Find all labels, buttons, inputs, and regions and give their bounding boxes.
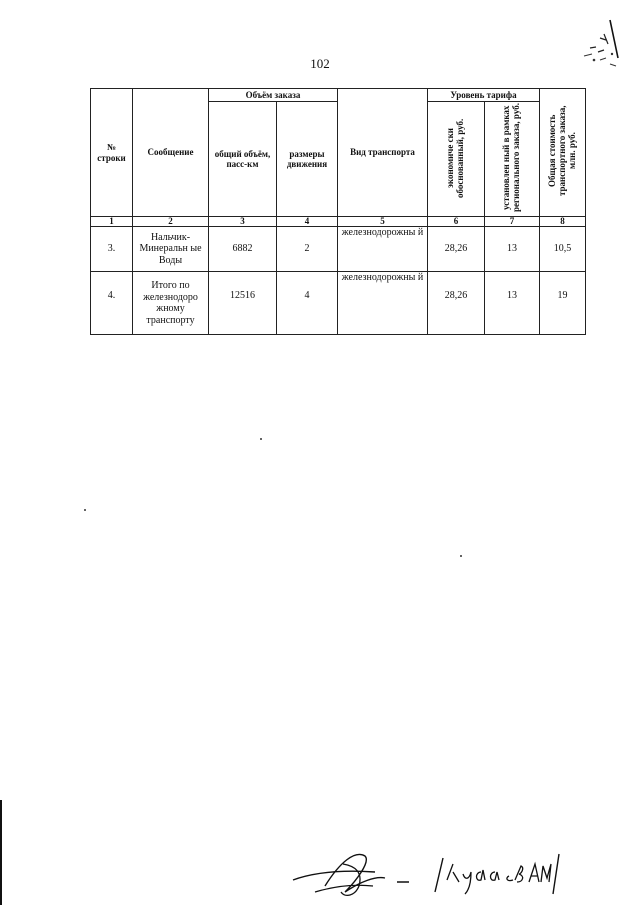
column-number-5: 5 bbox=[338, 217, 428, 227]
header-total-cost-text: Общая стоимость транспортного заказа, млн. руб. bbox=[546, 106, 577, 197]
row-num: 3. bbox=[91, 227, 133, 272]
header-total-cost bbox=[540, 89, 586, 217]
column-number-2: 2 bbox=[133, 217, 209, 227]
row-total-cost: 10,5 bbox=[540, 227, 586, 272]
signature-name-handwriting bbox=[425, 850, 560, 898]
row-total-volume: 6882 bbox=[209, 227, 277, 272]
transport-order-table bbox=[90, 88, 586, 335]
page-number: 102 bbox=[310, 56, 330, 71]
signature-scribble bbox=[285, 842, 415, 902]
scan-speck bbox=[260, 438, 262, 440]
header-tariff-level: Уровень тарифа bbox=[428, 89, 540, 102]
row-economic-tariff: 28,26 bbox=[428, 272, 485, 335]
row-message: Нальчик-Минеральн ые Воды bbox=[133, 227, 209, 272]
row-num: 4. bbox=[91, 272, 133, 335]
column-number-8: 8 bbox=[540, 217, 586, 227]
row-transport-type: железнодорожны й bbox=[338, 272, 428, 335]
row-total-volume: 12516 bbox=[209, 272, 277, 335]
header-transport-type: Вид транспорта bbox=[338, 89, 428, 217]
column-number-row bbox=[91, 217, 586, 227]
seal-mark bbox=[570, 18, 626, 74]
header-message: Сообщение bbox=[133, 89, 209, 217]
table-row bbox=[91, 272, 586, 335]
column-number-7: 7 bbox=[485, 217, 540, 227]
header-row-1 bbox=[91, 89, 586, 102]
header-row-num: № строки bbox=[91, 89, 133, 217]
header-regional-tariff bbox=[485, 102, 540, 217]
scan-speck bbox=[84, 509, 86, 511]
table-row bbox=[91, 227, 586, 272]
header-regional-tariff-text: установлен ный в рамках регионального заказа, руб. bbox=[501, 103, 521, 213]
column-number-3: 3 bbox=[209, 217, 277, 227]
column-number-6: 6 bbox=[428, 217, 485, 227]
header-total-volume: общий объём, пасс-км bbox=[209, 102, 277, 217]
row-economic-tariff: 28,26 bbox=[428, 227, 485, 272]
row-traffic-size: 2 bbox=[277, 227, 338, 272]
header-economic-tariff-text: экономиче ски обоснованный, руб. bbox=[445, 118, 465, 198]
row-regional-tariff: 13 bbox=[485, 272, 540, 335]
column-number-4: 4 bbox=[277, 217, 338, 227]
header-order-volume: Объём заказа bbox=[209, 89, 338, 102]
header-economic-tariff bbox=[428, 102, 485, 217]
column-number-1: 1 bbox=[91, 217, 133, 227]
scan-speck bbox=[460, 555, 462, 557]
row-total-cost: 19 bbox=[540, 272, 586, 335]
row-traffic-size: 4 bbox=[277, 272, 338, 335]
row-message: Итого по железнодоро жному транспорту bbox=[133, 272, 209, 335]
scan-edge bbox=[0, 800, 2, 905]
row-transport-type: железнодорожны й bbox=[338, 227, 428, 272]
signature-name bbox=[425, 850, 560, 898]
row-regional-tariff: 13 bbox=[485, 227, 540, 272]
header-traffic-size: размеры движения bbox=[277, 102, 338, 217]
